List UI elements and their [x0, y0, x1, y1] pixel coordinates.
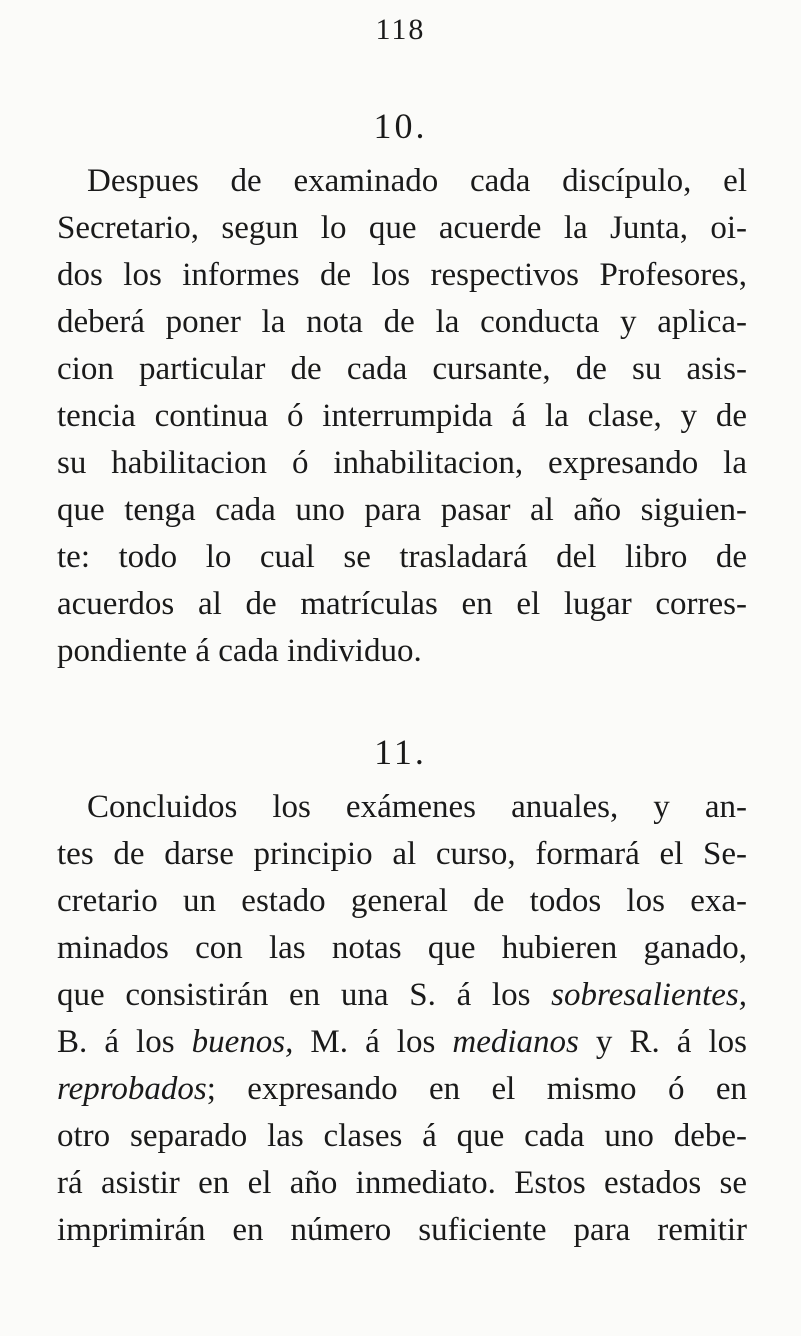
italic-term-sobresalientes: sobresalientes,: [551, 977, 747, 1013]
text-line: pondiente á cada individuo.: [57, 633, 422, 669]
text-fragment: B. á los: [57, 1024, 175, 1060]
text-line: minados con las notas que hubieren ganado,: [57, 930, 747, 966]
text-line: cion particular de cada cursante, de su asis-: [57, 351, 747, 387]
text-line: te: todo lo cual se trasladará del libro de: [57, 539, 747, 575]
text-fragment: y R. á los: [595, 1024, 748, 1060]
text-fragment: M. á los: [310, 1024, 436, 1060]
text-line: dos los informes de los respectivos Profesores,: [57, 257, 747, 293]
paragraph-11: [57, 784, 747, 1254]
text-line: Despues de examinado cada discípulo, el: [87, 163, 747, 199]
text-line: tencia continua ó interrumpida á la clase, y de: [57, 398, 747, 434]
page-number: 118: [375, 13, 426, 46]
text-line-mixed: [57, 1066, 747, 1113]
text-line: Concluidos los exámenes anuales, y an-: [87, 789, 747, 825]
text-line: rá asistir en el año inmediato. Estos estados se: [57, 1165, 747, 1201]
italic-term-buenos: buenos,: [191, 1024, 294, 1060]
italic-term-medianos: medianos: [452, 1024, 579, 1060]
text-line: su habilitacion ó inhabilitacion, expresando la: [57, 445, 747, 481]
italic-term-reprobados: reprobados: [57, 1071, 207, 1107]
text-fragment: ; expresando en el mismo ó en: [206, 1071, 747, 1107]
text-line: tes de darse principio al curso, formará el Se-: [57, 836, 747, 872]
section-heading-11: 11.: [374, 732, 427, 772]
text-line-mixed: [57, 972, 747, 1019]
section-heading-10: 10.: [373, 106, 428, 146]
text-fragment: que consistirán en una S. á los: [57, 977, 531, 1013]
text-line: cretario un estado general de todos los exa-: [57, 883, 747, 919]
paragraph-10: [57, 158, 747, 675]
text-line: imprimirán en número suficiente para remitir: [57, 1212, 747, 1248]
text-line: deberá poner la nota de la conducta y aplica-: [57, 304, 747, 340]
text-line: Secretario, segun lo que acuerde la Junta, oi-: [57, 210, 747, 246]
text-line: acuerdos al de matrículas en el lugar corres-: [57, 586, 747, 622]
text-line: que tenga cada uno para pasar al año siguien-: [57, 492, 747, 528]
text-line-mixed: [57, 1019, 747, 1066]
text-line: otro separado las clases á que cada uno debe-: [57, 1118, 747, 1154]
